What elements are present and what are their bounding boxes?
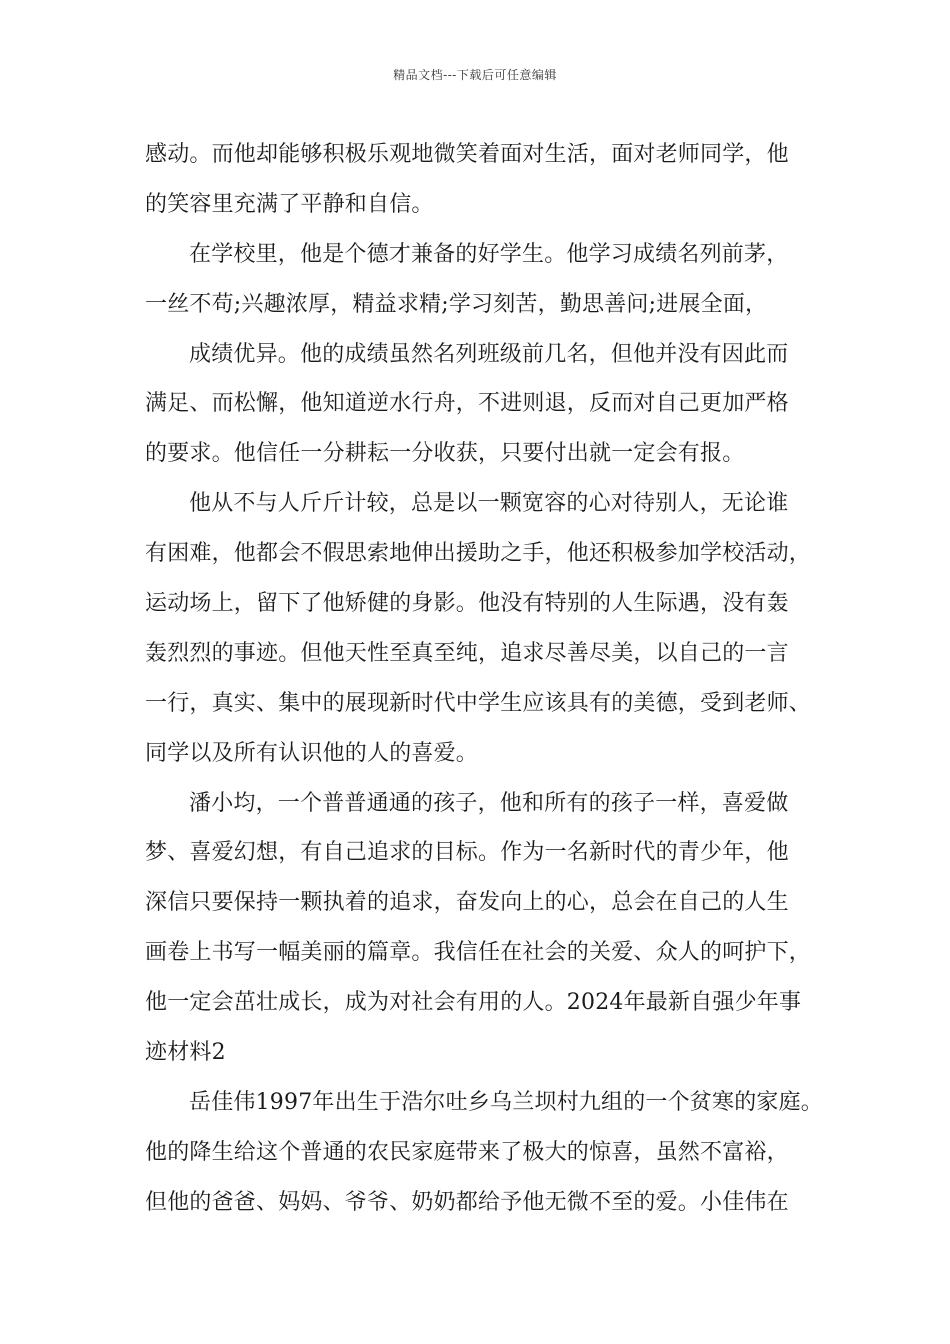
text-line: 岳佳伟1997年出生于浩尔吐乡乌兰坝村九组的一个贫寒的家庭。 [189,1089,823,1115]
document-body [145,130,825,1228]
text-line: 潘小均，一个普普通通的孩子，他和所有的孩子一样，喜爱做 [189,790,789,816]
text-line: 的要求。他信任一分耕耘一分收获，只要付出就一定会有报。 [145,441,745,467]
text-line: 迹材料2 [145,1040,226,1066]
text-line: 有困难，他都会不假思索地伸出援助之手，他还积极参加学校活动， [145,541,812,567]
text-line: 在学校里，他是个德才兼备的好学生。他学习成绩名列前茅， [189,241,789,267]
text-line: 但他的爸爸、妈妈、爷爷、奶奶都给予他无微不至的爱。小佳伟在 [145,1189,789,1215]
text-line: 同学以及所有认识他的人的喜爱。 [145,740,479,766]
text-line: 画卷上书写一幅美丽的篇章。我信任在社会的关爱、众人的呵护下， [145,940,812,966]
text-line: 感动。而他却能够积极乐观地微笑着面对生活，面对老师同学，他 [145,142,789,167]
text-line: 他从不与人斤斤计较，总是以一颗宽容的心对待别人，无论谁 [189,491,789,517]
text-line: 运动场上，留下了他矫健的身影。他没有特别的人生际遇，没有轰 [145,591,789,617]
text-line: 成绩优异。他的成绩虽然名列班级前几名，但他并没有因此而 [189,341,789,367]
text-line: 一行，真实、集中的展现新时代中学生应该具有的美德，受到老师、 [145,690,812,716]
text-line: 他一定会茁壮成长，成为对社会有用的人。2024年最新自强少年事 [145,990,802,1016]
text-line: 满足、而松懈，他知道逆水行舟，不进则退，反而对自己更加严格 [145,391,789,417]
text-line: 一丝不苟;兴趣浓厚，精益求精;学习刻苦，勤思善问;进展全面， [145,291,768,317]
text-line: 深信只要保持一颗执着的追求，奋发向上的心，总会在自己的人生 [145,890,789,916]
text-line: 的笑容里充满了平静和自信。 [145,191,434,217]
page-header: 精品文档---下载后可任意编辑 [393,68,557,82]
text-line: 轰烈烈的事迹。但他天性至真至纯，追求尽善尽美，以自己的一言 [145,640,789,666]
text-line: 他的降生给这个普通的农民家庭带来了极大的惊喜，虽然不富裕， [145,1139,789,1165]
text-line: 梦、喜爱幻想，有自己追求的目标。作为一名新时代的青少年，他 [145,840,789,866]
